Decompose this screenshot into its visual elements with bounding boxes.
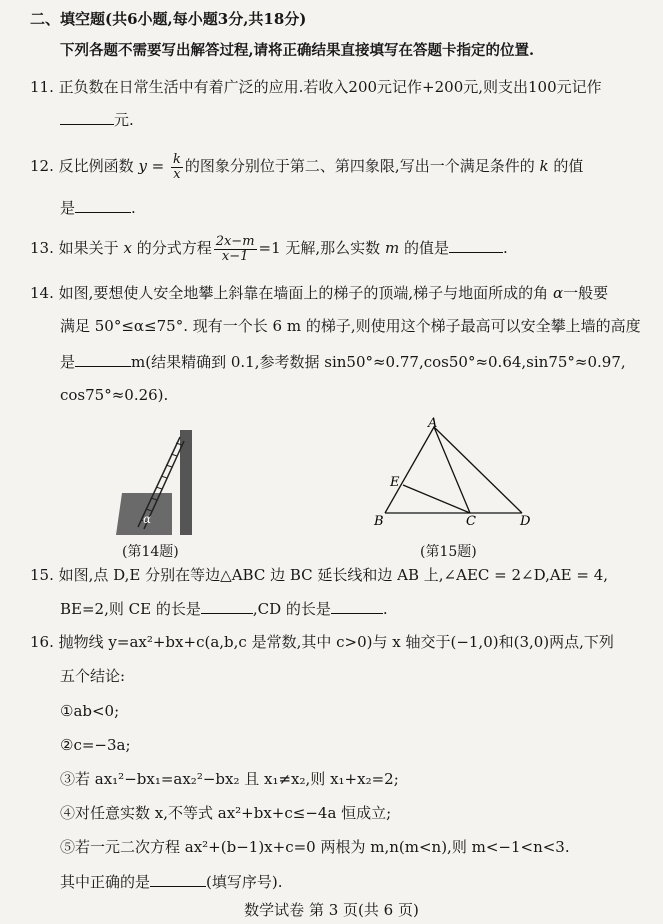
question-13-number: 13. bbox=[30, 239, 54, 257]
answer-blank[interactable] bbox=[60, 110, 114, 125]
question-16-answer-line bbox=[60, 872, 283, 891]
page-footer: 数学试卷 第 3 页(共 6 页) bbox=[244, 901, 419, 919]
question-16-number: 16. bbox=[30, 633, 54, 651]
label-c: C bbox=[466, 514, 476, 529]
question-16-line1 bbox=[30, 633, 614, 651]
question-14-text1-end: 一般要 bbox=[563, 284, 609, 302]
question-12-post: 的图象分别位于第二、第四象限,写出一个满足条件的 bbox=[184, 157, 535, 175]
question-13-pre: 如果关于 bbox=[58, 239, 119, 257]
label-e: E bbox=[390, 475, 400, 490]
conclusion-2: ②c=−3a; bbox=[60, 736, 131, 754]
question-16-answer-post: (填写序号). bbox=[206, 873, 283, 891]
question-14-line4: cos75°≈0.26). bbox=[60, 386, 169, 404]
question-12-pre: 反比例函数 bbox=[58, 157, 134, 175]
conclusion-3: ③若 ax₁²−bx₁=ax₂²−bx₂ 且 x₁≠x₂,则 x₁+x₂=2; bbox=[60, 770, 399, 788]
question-14-line1 bbox=[30, 284, 608, 302]
answer-blank-ce[interactable] bbox=[201, 599, 253, 614]
conclusion-1: ①ab<0; bbox=[60, 702, 120, 720]
conclusion-5: ⑤若一元二次方程 ax²+(b−1)x+c=0 两根为 m,n(m<n),则 m<−1<n<3. bbox=[60, 838, 570, 856]
question-11-line1 bbox=[30, 78, 602, 96]
question-15-text1: 如图,点 D,E 分别在等边△ABC 边 BC 延长线和边 AB 上,∠AEC = 2∠D,AE = 4, bbox=[58, 566, 609, 584]
question-12-number: 12. bbox=[30, 157, 54, 175]
var-k: k bbox=[539, 157, 549, 175]
question-14-number: 14. bbox=[30, 284, 54, 302]
figure-14-ladder bbox=[110, 425, 210, 540]
answer-blank[interactable] bbox=[150, 872, 206, 887]
alpha-symbol: α bbox=[552, 284, 564, 302]
question-13-mid: 的分式方程 bbox=[136, 239, 212, 257]
question-15-line1 bbox=[30, 566, 608, 584]
fraction-k-over-x bbox=[171, 153, 183, 182]
fraction-denominator: x bbox=[173, 166, 181, 182]
question-14-text1: 如图,要想使人安全地攀上斜靠在墙面上的梯子的顶端,梯子与地面所成的角 bbox=[58, 284, 549, 302]
figure-15-triangle bbox=[370, 415, 545, 535]
question-12-line2 bbox=[60, 198, 136, 217]
question-14-line3-pre: 是 bbox=[60, 353, 76, 371]
label-d: D bbox=[520, 514, 531, 529]
question-14-line3 bbox=[60, 352, 626, 371]
fraction-denominator: x−1 bbox=[221, 248, 249, 264]
question-14-line3-post: m(结果精确到 0.1,参考数据 sin50°≈0.77,cos50°≈0.64,sin75°≈0.97, bbox=[131, 353, 626, 371]
answer-blank[interactable] bbox=[449, 238, 503, 253]
fraction-numerator: 2x−m bbox=[215, 233, 255, 249]
label-b: B bbox=[374, 514, 384, 529]
question-13-end: . bbox=[503, 239, 508, 257]
question-15-text2-mid: ,CD 的长是 bbox=[252, 600, 331, 618]
figure-14-caption: (第14题) bbox=[122, 544, 179, 560]
question-16-text1: 抛物线 y=ax²+bx+c(a,b,c 是常数,其中 c>0)与 x 轴交于(−1,0)和(3,0)两点,下列 bbox=[58, 633, 614, 651]
question-12-post2: 的值 bbox=[553, 157, 584, 175]
function-lhs: y = bbox=[138, 157, 165, 175]
figure-15-caption: (第15题) bbox=[420, 544, 477, 560]
var-m: m bbox=[384, 239, 400, 257]
question-11-line2 bbox=[60, 110, 134, 129]
question-11-number: 11. bbox=[30, 78, 54, 96]
angle-label: α bbox=[143, 512, 152, 526]
section-instruction: 下列各题不需要写出解答过程,请将正确结果直接填写在答题卡指定的位置. bbox=[60, 42, 535, 59]
question-12-line1 bbox=[30, 150, 583, 182]
answer-blank[interactable] bbox=[75, 198, 131, 213]
question-12-end: . bbox=[131, 199, 136, 217]
var-x: x bbox=[123, 239, 132, 257]
question-15-end: . bbox=[382, 600, 388, 618]
question-13-post: 的值是 bbox=[403, 239, 449, 257]
fraction-equation bbox=[214, 235, 257, 264]
question-15-number: 15. bbox=[30, 566, 54, 584]
fraction-numerator: k bbox=[173, 151, 181, 167]
answer-blank[interactable] bbox=[75, 352, 131, 367]
question-15-line2 bbox=[60, 599, 388, 618]
question-13-eq: =1 无解,那么实数 bbox=[258, 239, 381, 257]
question-12-line2-pre: 是 bbox=[60, 199, 76, 217]
label-a: A bbox=[428, 416, 438, 431]
conclusion-4: ④对任意实数 x,不等式 ax²+bx+c≤−4a 恒成立; bbox=[60, 804, 392, 822]
answer-blank-cd[interactable] bbox=[331, 599, 383, 614]
triangle-lines bbox=[385, 427, 522, 513]
question-16-answer-pre: 其中正确的是 bbox=[60, 873, 151, 891]
question-11-text: 正负数在日常生活中有着广泛的应用.若收入200元记作+200元,则支出100元记作 bbox=[58, 78, 602, 96]
question-13-line bbox=[30, 232, 508, 264]
question-14-line2: 满足 50°≤α≤75°. 现有一个长 6 m 的梯子,则使用这个梯子最高可以安全攀上墙的高度 bbox=[60, 317, 641, 335]
question-11-unit: 元. bbox=[114, 111, 134, 129]
question-16-line2: 五个结论: bbox=[60, 667, 126, 685]
section-title: 二、填空题(共6小题,每小题3分,共18分) bbox=[30, 10, 307, 28]
question-15-text2-pre: BE=2,则 CE 的长是 bbox=[60, 600, 201, 618]
